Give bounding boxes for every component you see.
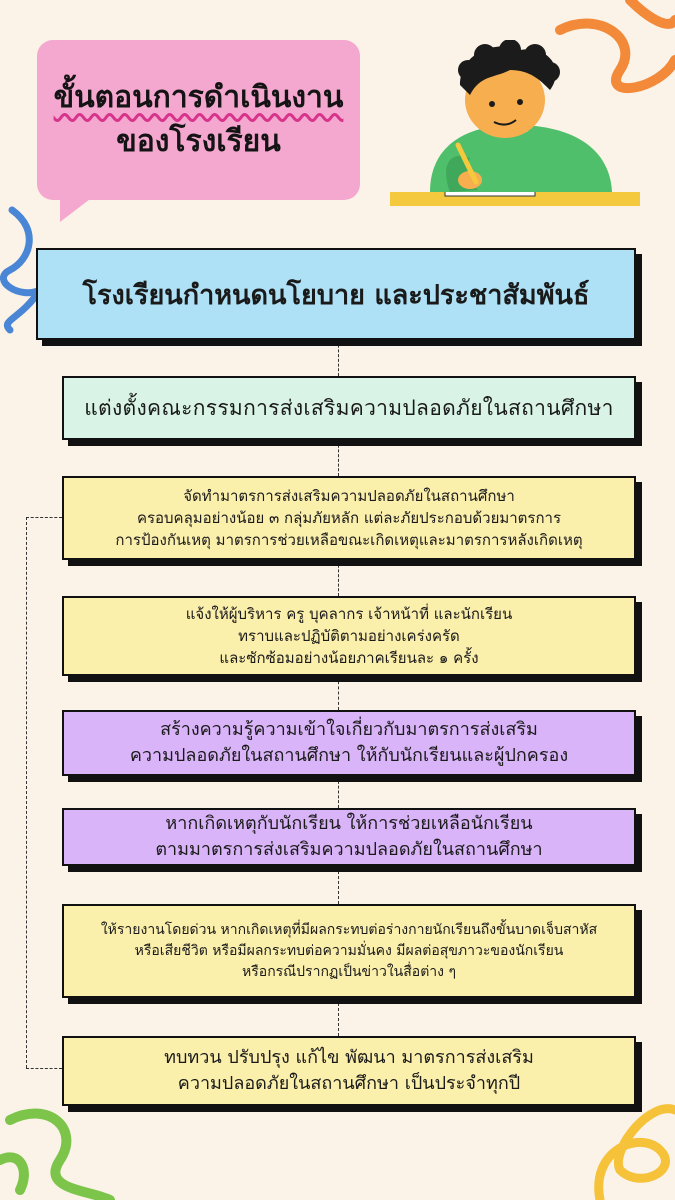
step-8-line-1: ทบทวน ปรับปรุง แก้ไข พัฒนา มาตรการส่งเสริม — [164, 1047, 534, 1068]
step-7-line-3: หรือกรณีปรากฏเป็นข่าวในสื่อต่าง ๆ — [242, 963, 456, 980]
step-3-line-3: การป้องกันเหตุ มาตรการช่วยเหลือขณะเกิดเหตุและมาตรการหลังเกิดเหตุ — [115, 531, 583, 549]
step-7-line-2: หรือเสียชีวิต หรือมีผลกระทบต่อความมั่นคง มีผลต่อสุขภาวะของนักเรียน — [134, 942, 564, 959]
step-3-line-1: จัดทำมาตรการส่งเสริมความปลอดภัยในสถานศึกษา — [183, 487, 515, 505]
step-box-5 — [62, 710, 636, 776]
step-4-line-2: ทราบและปฏิบัติตามอย่างเคร่งครัด — [238, 627, 460, 645]
bubble-tail — [60, 196, 94, 222]
step-4-line-3: และซักซ้อมอย่างน้อยภาคเรียนละ ๑ ครั้ง — [219, 649, 479, 667]
page-title-line1: ขั้นตอนการดำเนินงาน — [53, 80, 344, 115]
connector-5-6 — [338, 776, 339, 808]
connector-1-2 — [338, 340, 339, 376]
title-bubble — [37, 40, 360, 200]
step-5-line-1: สร้างความรู้ความเข้าใจเกี่ยวกับมาตรการส่งเสริม — [160, 719, 538, 740]
step-box-4 — [62, 596, 636, 676]
step-6-line-1: หากเกิดเหตุกับนักเรียน ให้การช่วยเหลือนักเรียน — [165, 813, 533, 834]
step-box-7 — [62, 904, 636, 998]
page-title-line2: ของโรงเรียน — [116, 124, 281, 159]
connector-3-4 — [338, 560, 339, 596]
step-box-3 — [62, 476, 636, 560]
connector-6-7 — [338, 866, 339, 904]
loop-bottom-arm — [26, 1068, 62, 1069]
step-8-line-2: ความปลอดภัยในสถานศึกษา เป็นประจำทุกปี — [177, 1073, 521, 1094]
connector-7-8 — [338, 998, 339, 1036]
student-writing-illustration — [390, 40, 650, 215]
connector-4-5 — [338, 676, 339, 710]
step-4-line-1: แจ้งให้ผู้บริหาร ครู บุคลากร เจ้าหน้าที่ และนักเรียน — [185, 605, 513, 623]
blue-swirl-decoration — [3, 210, 40, 330]
step-3-line-2: ครอบคลุมอย่างน้อย ๓ กลุ่มภัยหลัก แต่ละภัยประกอบด้วยมาตรการ — [136, 509, 562, 527]
loop-top-arm — [26, 517, 62, 518]
step-1-line-1: โรงเรียนกำหนดนโยบาย และประชาสัมพันธ์ — [82, 279, 590, 311]
yellow-swirl-decoration — [599, 1109, 675, 1200]
loop-vertical — [26, 517, 27, 1068]
step-7-line-1: ให้รายงานโดยด่วน หากเกิดเหตุที่มีผลกระทบต่อร่างกายนักเรียนถึงขั้นบาดเจ็บสาหัส — [100, 921, 598, 938]
step-5-line-2: ความปลอดภัยในสถานศึกษา ให้กับนักเรียนและผู้ปกครอง — [129, 745, 569, 766]
connector-2-3 — [338, 440, 339, 476]
step-box-8 — [62, 1036, 636, 1106]
step-2-line-1: แต่งตั้งคณะกรรมการส่งเสริมความปลอดภัยในสถานศึกษา — [84, 395, 614, 420]
step-box-6 — [62, 808, 636, 866]
step-box-1 — [36, 248, 636, 340]
step-box-2 — [62, 376, 636, 440]
green-squiggle-decoration — [0, 1114, 110, 1200]
step-6-line-2: ตามมาตรการส่งเสริมความปลอดภัยในสถานศึกษา — [155, 839, 543, 860]
